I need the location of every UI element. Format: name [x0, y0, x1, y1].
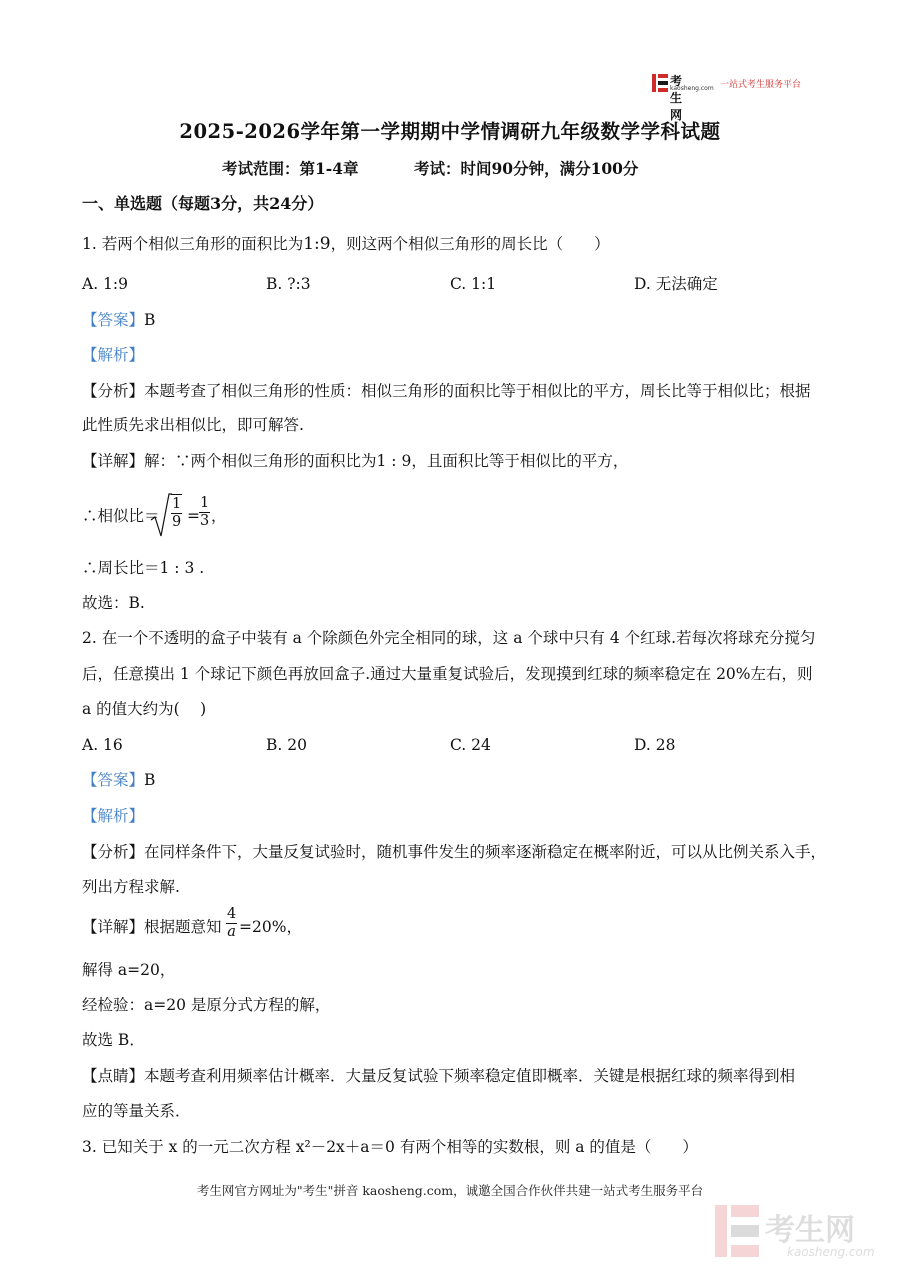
q2-dianjing-line1: 【点睛】本题考查利用频率估计概率．大量反复试验下频率稳定值即概率．关键是根据红球的频率得到相 — [82, 1067, 796, 1085]
answer-tag: 【答案】 — [82, 771, 145, 789]
q2-option-b: B. 20 — [266, 736, 307, 754]
q1-fenxi-line1: 【分析】本题考查了相似三角形的性质：相似三角形的面积比等于相似比的平方，周长比等于相似比；根据 — [82, 382, 811, 400]
q2-check: 经检验：a=20 是原分式方程的解， — [82, 996, 331, 1014]
watermark-logo — [715, 1203, 885, 1263]
q2-option-c: C. 24 — [450, 736, 491, 754]
q1-answer: 【答案】B — [82, 311, 156, 329]
answer-tag: 【答案】 — [82, 311, 145, 329]
q2-choose: 故选 B． — [82, 1031, 145, 1049]
watermark-text: 考生网 — [765, 1213, 855, 1248]
page-footer: 考生网官方网址为"考生"拼音 kaosheng.com，诚邀全国合作伙伴共建一站式考生服务平台 — [196, 1183, 704, 1198]
watermark-url: kaosheng.com — [787, 1245, 875, 1259]
brand-slogan: 一站式考生服务平台 — [720, 80, 802, 90]
question-2-line1: 2. 在一个不透明的盒子中装有 a 个除颜色外完全相同的球，这 a 个球中只有 4 个红球.若每次将球充分搅匀 — [82, 629, 816, 647]
q1-perimeter: ∴周长比＝1 : 3 . — [82, 559, 205, 577]
q1-option-d: D. 无法确定 — [634, 275, 718, 293]
q1-option-a: A. 1:9 — [82, 275, 128, 293]
brand-url: kaosheng.com — [670, 85, 714, 92]
q1-detail-line1: 【详解】解：∵两个相似三角形的面积比为1 : 9，且面积比等于相似比的平方， — [82, 452, 629, 470]
section-heading: 一、单选题（每题3分，共24分） — [82, 194, 324, 213]
q1-option-b: B. ?:3 — [266, 275, 311, 293]
exam-time: 考试：时间90分钟，满分100分 — [414, 159, 639, 178]
sqrt-symbol — [150, 492, 172, 538]
question-2-line2: 后，任意摸出 1 个球记下颜色再放回盒子.通过大量重复试验后，发现摸到红球的频率稳定在 20%左右，则 — [82, 665, 813, 683]
q2-dianjing-line2: 应的等量关系． — [82, 1102, 191, 1120]
watermark-icon — [715, 1205, 759, 1257]
q1-option-c: C. 1:1 — [450, 275, 497, 293]
exam-scope: 考试范围：第1-4章 — [222, 159, 359, 178]
brand-name: 考生网 — [670, 74, 683, 122]
q2-solve: 解得 a=20， — [82, 961, 176, 979]
question-2-line3: a 的值大约为( ) — [82, 700, 207, 718]
question-1-stem: 1. 若两个相似三角形的面积比为1:9，则这两个相似三角形的周长比（ ） — [82, 234, 610, 254]
sqrt-fraction: $\frac{1}{9}$ — [172, 496, 182, 530]
q2-fenxi-line2: 列出方程求解. — [82, 878, 180, 896]
frequency-fraction: $\frac{4}{a}$ — [227, 906, 237, 940]
ratio-value: 1:9 — [303, 234, 331, 254]
q1-choose: 故选：B. — [82, 594, 145, 612]
q2-analysis-tag: 【解析】 — [82, 807, 145, 825]
q1-analysis-tag: 【解析】 — [82, 346, 145, 364]
q2-option-a: A. 16 — [82, 736, 123, 754]
page-title: 2025-2026学年第一学期期中学情调研九年级数学学科试题 — [179, 120, 721, 143]
brand-icon — [652, 74, 668, 92]
q2-option-d: D. 28 — [634, 736, 676, 754]
result-fraction: $\frac{1}{3}$ — [200, 495, 210, 529]
q2-fenxi-line1: 【分析】在同样条件下，大量反复试验时，随机事件发生的频率逐渐稳定在概率附近，可以从比例关系入手， — [82, 843, 827, 861]
question-3-stem: 3. 已知关于 x 的一元二次方程 x²－2x＋a＝0 有两个相等的实数根，则 a 的值是（ ） — [82, 1138, 698, 1156]
q2-answer: 【答案】B — [82, 771, 156, 789]
q1-fenxi-line2: 此性质先求出相似比，即可解答. — [82, 416, 304, 434]
